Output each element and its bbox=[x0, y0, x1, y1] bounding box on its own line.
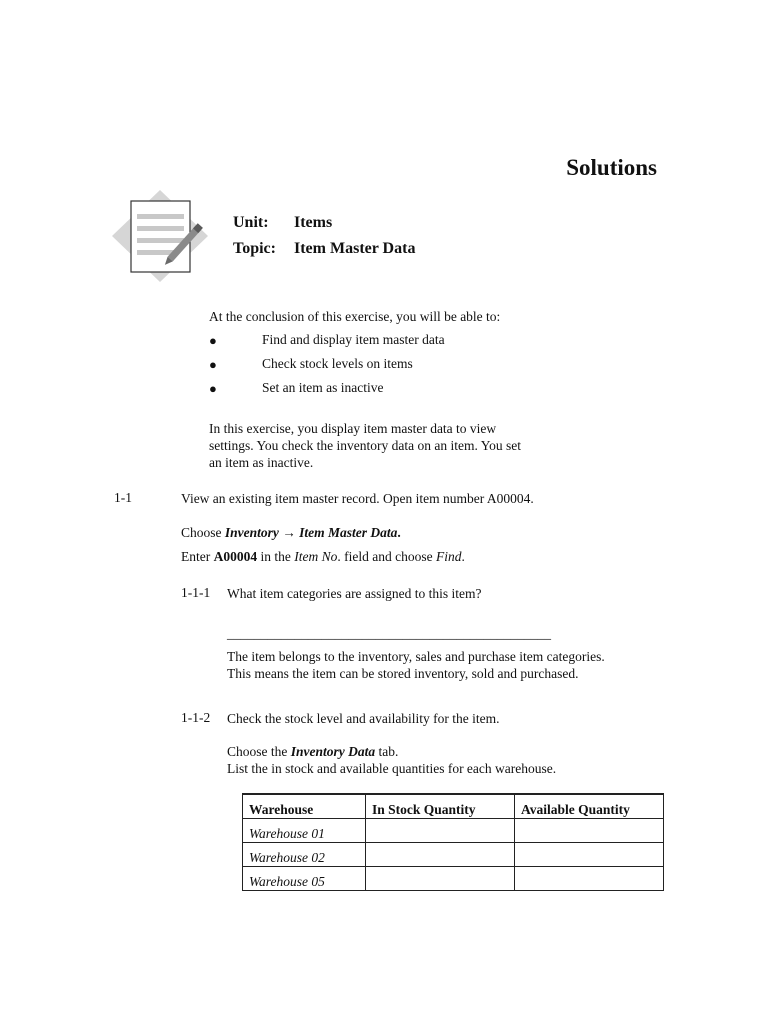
column-header: Available Quantity bbox=[515, 794, 664, 819]
choose-suffix: tab. bbox=[375, 744, 399, 759]
tab-name: Inventory Data bbox=[290, 744, 376, 759]
table-cell bbox=[515, 819, 664, 843]
unit-value: Items bbox=[294, 214, 333, 231]
description-line: an item as inactive. bbox=[209, 455, 314, 470]
unit-line bbox=[233, 214, 332, 232]
question-text: What item categories are assigned to this item? bbox=[227, 586, 482, 601]
step-number: 1-1-2 bbox=[181, 710, 211, 725]
intro-text: At the conclusion of this exercise, you will be able to: bbox=[209, 309, 501, 324]
objective-item: Set an item as inactive bbox=[262, 380, 384, 395]
answer-text bbox=[227, 648, 605, 682]
warehouse-table bbox=[242, 793, 664, 891]
table-cell: Warehouse 01 bbox=[243, 819, 366, 843]
description-line: In this exercise, you display item master data to view bbox=[209, 421, 497, 436]
step-text: Check the stock level and availability for the item. bbox=[227, 711, 500, 726]
step-number: 1-1 bbox=[114, 490, 132, 505]
step-number: 1-1-1 bbox=[181, 585, 211, 600]
table-row bbox=[243, 819, 664, 843]
topic-line bbox=[233, 240, 415, 258]
description bbox=[209, 420, 521, 471]
table-header-row bbox=[243, 794, 664, 819]
step-text: View an existing item master record. Open item number A00004. bbox=[181, 491, 534, 506]
bullet-marker: ● bbox=[209, 357, 217, 372]
table-cell bbox=[515, 867, 664, 891]
item-number-value: A00004 bbox=[213, 549, 258, 564]
answer-line: This means the item can be stored inventory, sold and purchased. bbox=[227, 666, 579, 681]
list-instruction: List the in stock and available quantities for each warehouse. bbox=[227, 761, 557, 776]
choose-suffix: . bbox=[397, 525, 401, 540]
notepad-pencil-icon bbox=[110, 188, 214, 284]
unit-label: Unit: bbox=[233, 214, 269, 231]
table-row bbox=[243, 843, 664, 867]
page-title: Solutions bbox=[566, 155, 657, 180]
enter-mid: in the bbox=[257, 549, 295, 564]
bullet-marker: ● bbox=[209, 381, 217, 396]
topic-label: Topic: bbox=[233, 240, 276, 257]
table-cell: Warehouse 02 bbox=[243, 843, 366, 867]
button-name: Find bbox=[435, 549, 462, 564]
column-header: Warehouse bbox=[243, 794, 366, 819]
topic-value: Item Master Data bbox=[294, 240, 416, 257]
field-name: Item No bbox=[294, 549, 338, 564]
table-cell: Warehouse 05 bbox=[243, 867, 366, 891]
description-line: settings. You check the inventory data on an item. You set bbox=[209, 438, 521, 453]
menu-path-item-master-data: Item Master Data bbox=[299, 525, 398, 540]
objective-item: Check stock levels on items bbox=[262, 356, 413, 371]
enter-mid2: . field and choose bbox=[337, 549, 436, 564]
table-cell bbox=[366, 819, 515, 843]
answer-line: The item belongs to the inventory, sales and purchase item categories. bbox=[227, 649, 605, 664]
bullet-marker: ● bbox=[209, 333, 217, 348]
table-cell bbox=[515, 843, 664, 867]
enter-suffix: . bbox=[461, 549, 465, 564]
enter-prefix: Enter bbox=[181, 549, 214, 564]
enter-instruction bbox=[181, 548, 465, 565]
answer-blank-line: ________________________________________________ bbox=[227, 626, 551, 641]
column-header: In Stock Quantity bbox=[366, 794, 515, 819]
choose-prefix: Choose the bbox=[227, 744, 291, 759]
choose-instruction bbox=[181, 524, 401, 541]
menu-path-inventory: Inventory bbox=[224, 525, 279, 540]
arrow-icon: → bbox=[282, 525, 296, 540]
table-cell bbox=[366, 867, 515, 891]
table-cell bbox=[366, 843, 515, 867]
objective-item: Find and display item master data bbox=[262, 332, 445, 347]
choose-tab-instruction bbox=[227, 743, 398, 760]
choose-prefix: Choose bbox=[181, 525, 225, 540]
table-row bbox=[243, 867, 664, 891]
